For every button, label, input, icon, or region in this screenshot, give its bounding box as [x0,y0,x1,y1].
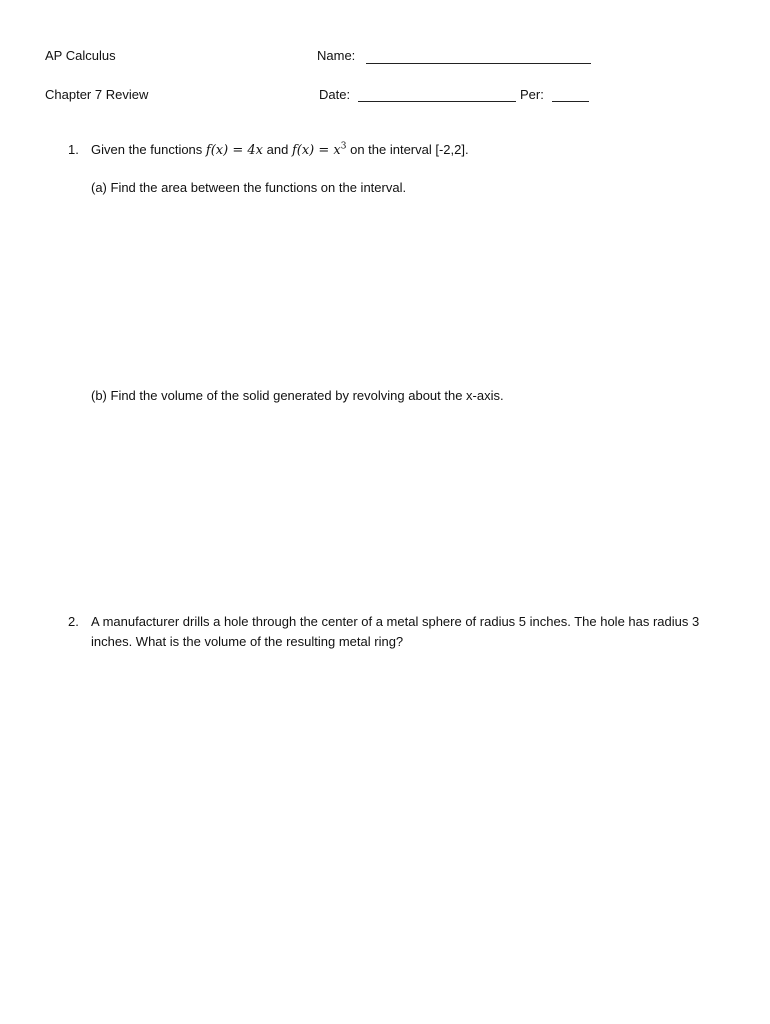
question-1-number: 1. [68,142,79,157]
function-1-lhs: f(x) = [205,143,248,158]
name-label: Name: [317,48,356,63]
question-1-part-b: (b) Find the volume of the solid generated by revolving about the x-axis. [91,388,504,403]
chapter-title: Chapter 7 Review [45,87,149,102]
function-1-expression [206,143,263,158]
question-1-text-after: on the interval [-2,2]. [350,142,469,157]
period-label: Per: [520,87,544,102]
function-2-exponent: 3 [340,141,347,152]
question-1-part-a: (a) Find the area between the functions on the interval. [91,180,407,195]
question-1-connector: and [266,142,289,157]
question-1-prompt [91,142,469,159]
question-2-number: 2. [68,614,79,629]
function-2-lhs: f(x) = [291,143,334,158]
name-blank-line[interactable] [366,63,591,64]
function-2-base: x [333,143,341,158]
date-blank-line[interactable] [358,101,516,102]
function-1-rhs: 4x [247,143,263,158]
function-2-expression [292,143,347,158]
date-label: Date: [319,87,351,102]
period-blank-line[interactable] [552,101,589,102]
question-1-text-before: Given the functions [91,142,203,157]
question-2-text: A manufacturer drills a hole through the center of a metal sphere of radius 5 inches. The hole has radius 3 inches. What is the volume of the resulting metal ring? [91,614,700,649]
course-title: AP Calculus [45,48,116,63]
